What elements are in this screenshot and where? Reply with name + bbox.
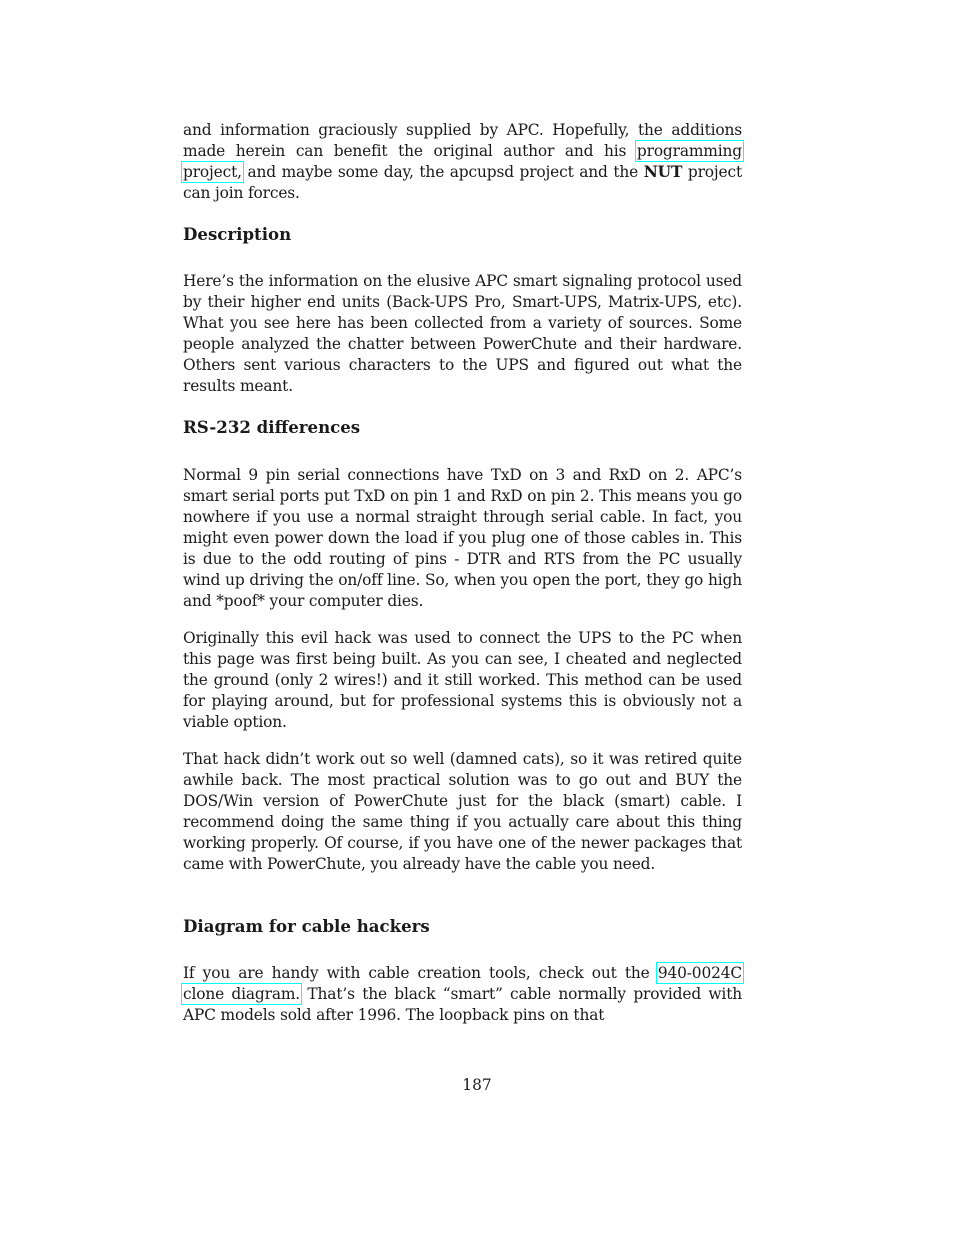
nut-bold: NUT bbox=[643, 163, 683, 181]
diagram-text-1: If you are handy with cable creation tools, check out the bbox=[183, 964, 658, 982]
rs232-paragraph-2: Originally this evil hack was used to connect the UPS to the PC when this page was first being built. As you can see, I cheated and neglected the ground (only 2 wires!) and it still worked. This method can be used for playing around, but for professional systems this is obviously not a viable option. bbox=[183, 629, 742, 731]
diagram-section bbox=[183, 915, 742, 937]
clone-diagram-link[interactable]: 940-0024C clone diagram. bbox=[183, 964, 742, 1003]
rs232-body bbox=[183, 465, 742, 875]
rs232-heading: RS-232 differences bbox=[183, 417, 361, 437]
diagram-body bbox=[183, 963, 742, 1026]
description-section bbox=[183, 223, 742, 245]
intro-paragraph bbox=[183, 120, 742, 204]
intro-text-2: and maybe some day, the apcupsd project and the bbox=[241, 163, 644, 181]
rs232-section bbox=[183, 416, 742, 438]
programming-project-link[interactable]: programming project, bbox=[183, 142, 742, 181]
description-paragraph: Here’s the information on the elusive APC smart signaling protocol used by their higher end units (Back-UPS Pro, Smart-UPS, Matrix-UPS, etc). What you see here has been collected from a variety of sources. Some people analyzed the chatter between PowerChute and their hardware. Others sent various characters to the UPS and figured out what the results meant. bbox=[183, 272, 742, 395]
rs232-paragraph-1: Normal 9 pin serial connections have TxD on 3 and RxD on 2. APC’s smart serial ports put TxD on pin 1 and RxD on pin 2. This means you go nowhere if you use a normal straight through serial cable. In fact, you might even power down the load if you plug one of those cables in. This is due to the odd routing of pins - DTR and RTS from the PC usually wind up driving the on/off line. So, when you open the port, they go high and *poof* your computer dies. bbox=[183, 466, 742, 610]
diagram-paragraph bbox=[183, 963, 742, 1026]
diagram-text-2: That’s the black “smart” cable normally provided with APC models sold after 1996. The loopback pins on that bbox=[183, 985, 742, 1024]
page-number: 187 bbox=[462, 1076, 492, 1094]
intro-section bbox=[183, 120, 742, 204]
diagram-heading: Diagram for cable hackers bbox=[183, 916, 430, 936]
intro-text-1: and information graciously supplied by APC. Hopefully, the additions made herein can benefit the original author and his bbox=[183, 121, 742, 160]
intro-text-3: project can join forces. bbox=[183, 163, 743, 202]
rs232-paragraph-3: That hack didn’t work out so well (damned cats), so it was retired quite awhile back. The most practical solution was to go out and BUY the DOS/Win version of PowerChute just for the black (smart) cable. I recommend doing the same thing if you actually care about this thing working properly. Of course, if you have one of the newer packages that came with PowerChute, you already have the cable you need. bbox=[183, 750, 742, 873]
description-heading: Description bbox=[183, 224, 292, 244]
description-body bbox=[183, 271, 742, 397]
